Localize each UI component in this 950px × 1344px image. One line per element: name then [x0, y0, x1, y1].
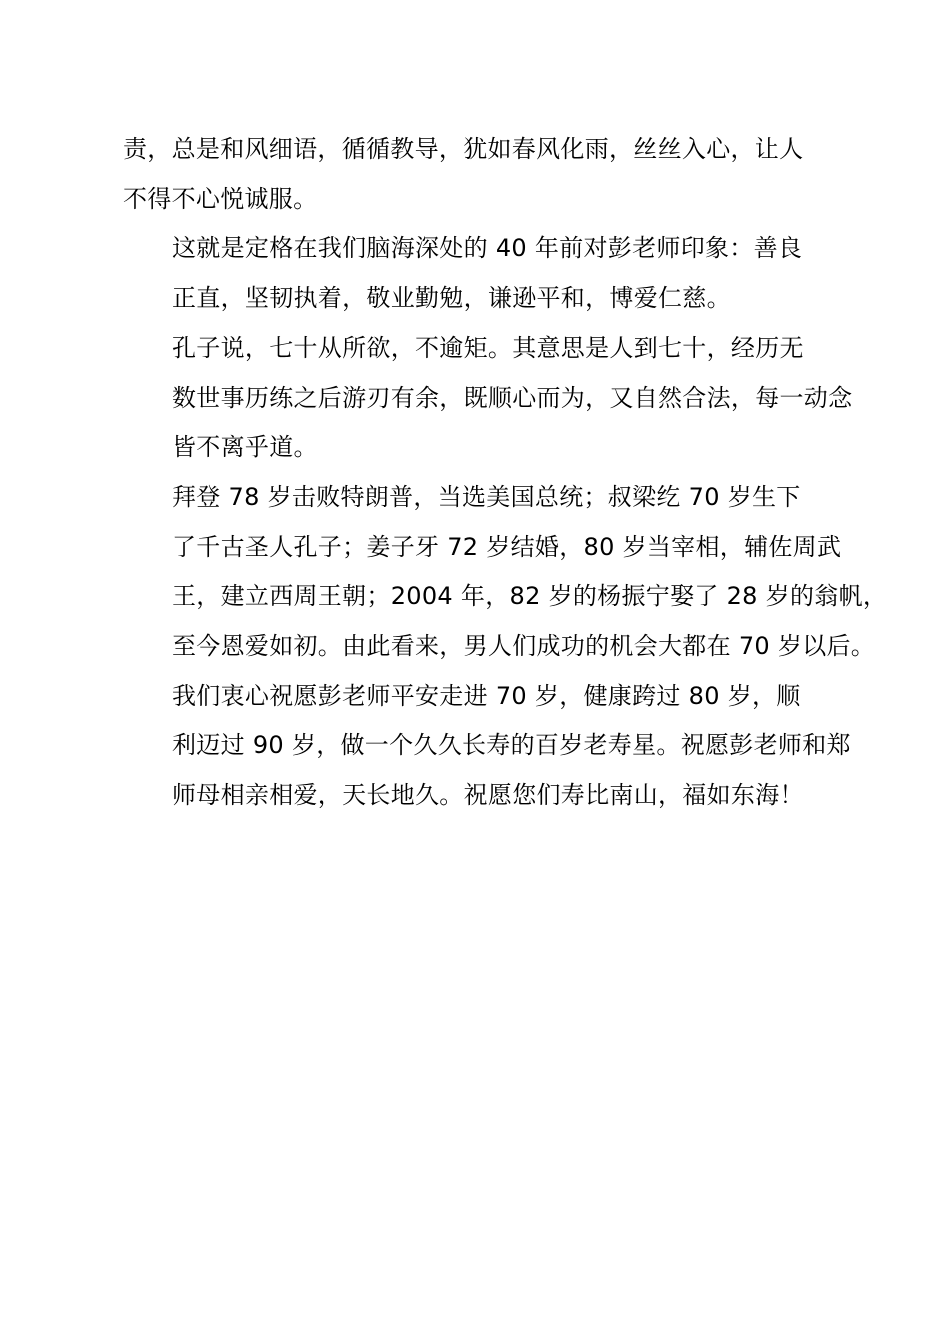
text-line: 拜登 78 岁击败特朗普，当选美国总统；叔梁纥 70 岁生下: [172, 482, 801, 511]
body-text: [123, 125, 888, 821]
text-line: 皆不离乎道。: [172, 433, 318, 462]
text-line: 这就是定格在我们脑海深处的 40 年前对彭老师印象：善良: [172, 234, 803, 263]
text-line: 孔子说，七十从所欲，不逾矩。其意思是人到七十，经历无: [172, 333, 804, 362]
text-line: 不得不心悦诚服。: [123, 184, 318, 213]
text-line: 至今恩爱如初。由此看来，男人们成功的机会大都在 70 岁以后。: [172, 632, 876, 661]
text-line: 王，建立西周王朝；2004 年，82 岁的杨振宁娶了 28 岁的翁帆，: [172, 582, 888, 611]
paragraph-5: [123, 672, 863, 821]
text-line: 责，总是和风细语，循循教导，犹如春风化雨，丝丝入心，让人: [123, 135, 804, 163]
text-line: 了千古圣人孔子；姜子牙 72 岁结婚，80 岁当宰相，辅佐周武: [172, 532, 842, 561]
paragraph-4: [123, 473, 888, 672]
text-line: 利迈过 90 岁，做一个久久长寿的百岁老寿星。祝愿彭老师和郑: [172, 731, 851, 760]
text-line: 正直，坚韧执着，敬业勤勉，谦逊平和，博爱仁慈。: [172, 284, 731, 313]
paragraph-3: [123, 324, 863, 473]
text-line: 师母相亲相爱，天长地久。祝愿您们寿比南山，福如东海！: [172, 781, 804, 810]
paragraph-2: [123, 224, 863, 323]
text-line: 我们衷心祝愿彭老师平安走进 70 岁，健康跨过 80 岁，顺: [172, 681, 801, 710]
text-line: 数世事历练之后游刃有余，既顺心而为，又自然合法，每一动念: [172, 383, 853, 412]
paragraph-1: [123, 125, 863, 224]
